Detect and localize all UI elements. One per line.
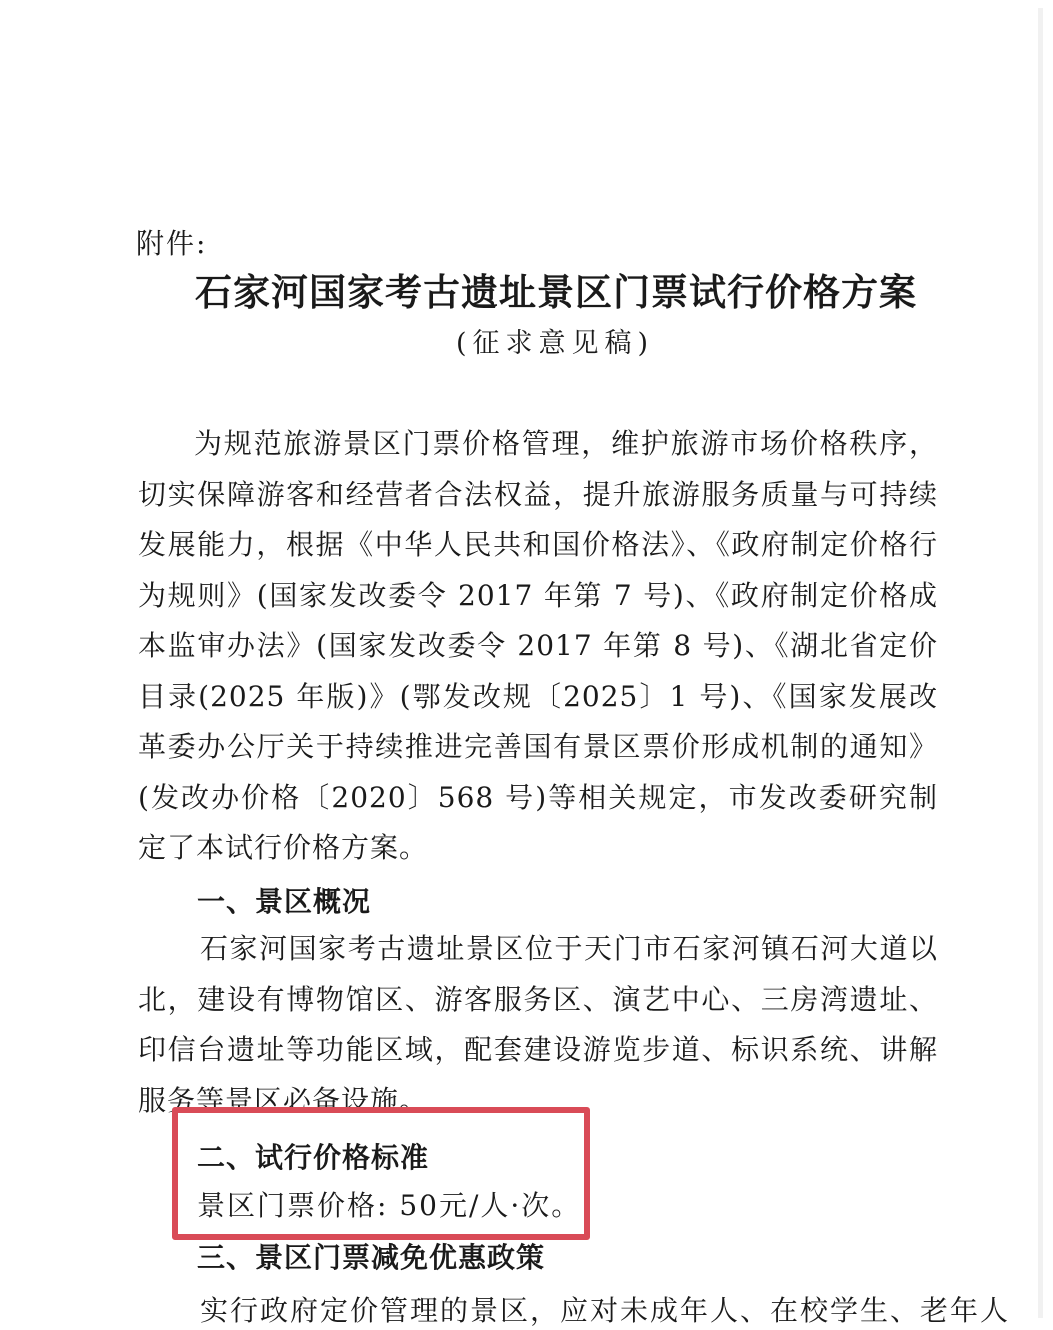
price-highlight-box — [172, 1107, 590, 1240]
scrollbar[interactable] — [1038, 8, 1043, 1318]
section-heading-discount-policy: 三、景区门票减免优惠政策 — [197, 1241, 546, 1274]
intro-paragraph: 为规范旅游景区门票价格管理，维护旅游市场价格秩序，切实保障游客和经营者合法权益，提升旅游服务质量与可持续发展能力，根据《中华人民共和国价格法》、《政府制定价格行为规则》(国家发改委令 2017 年第 7 号)、《政府制定价格成本监审办法》(国家发改委令 2017 年第 8 号)、《湖北省定价目录(2025 年版)》(鄂发改规〔2025〕1 号)、《国家发展改革委办公厅关于持续推进完善国有景区票价形成机制的通知》(发改办价格〔2020〕568 号)等相关规定，市发改委研究制定了本试行价格方案。 — [138, 427, 938, 864]
section-heading-overview: 一、景区概况 — [197, 885, 372, 918]
attachment-label: 附件: — [136, 227, 208, 260]
discount-policy-paragraph: 实行政府定价管理的景区，应对未成年人、在校学生、老年人 — [200, 1294, 1011, 1327]
document-subtitle: (征求意见稿) — [455, 328, 655, 359]
ticket-price-line: 景区门票价格: 50元/人·次。 — [197, 1189, 582, 1222]
overview-paragraph: 石家河国家考古遗址景区位于天门市石家河镇石河大道以北，建设有博物馆区、游客服务区、演艺中心、三房湾遗址、印信台遗址等功能区域，配套建设游览步道、标识系统、讲解服务等景区必备设施。 — [138, 932, 938, 1117]
section-heading-price-standard: 二、试行价格标准 — [197, 1141, 430, 1174]
document-title: 石家河国家考古遗址景区门票试行价格方案 — [195, 270, 917, 314]
